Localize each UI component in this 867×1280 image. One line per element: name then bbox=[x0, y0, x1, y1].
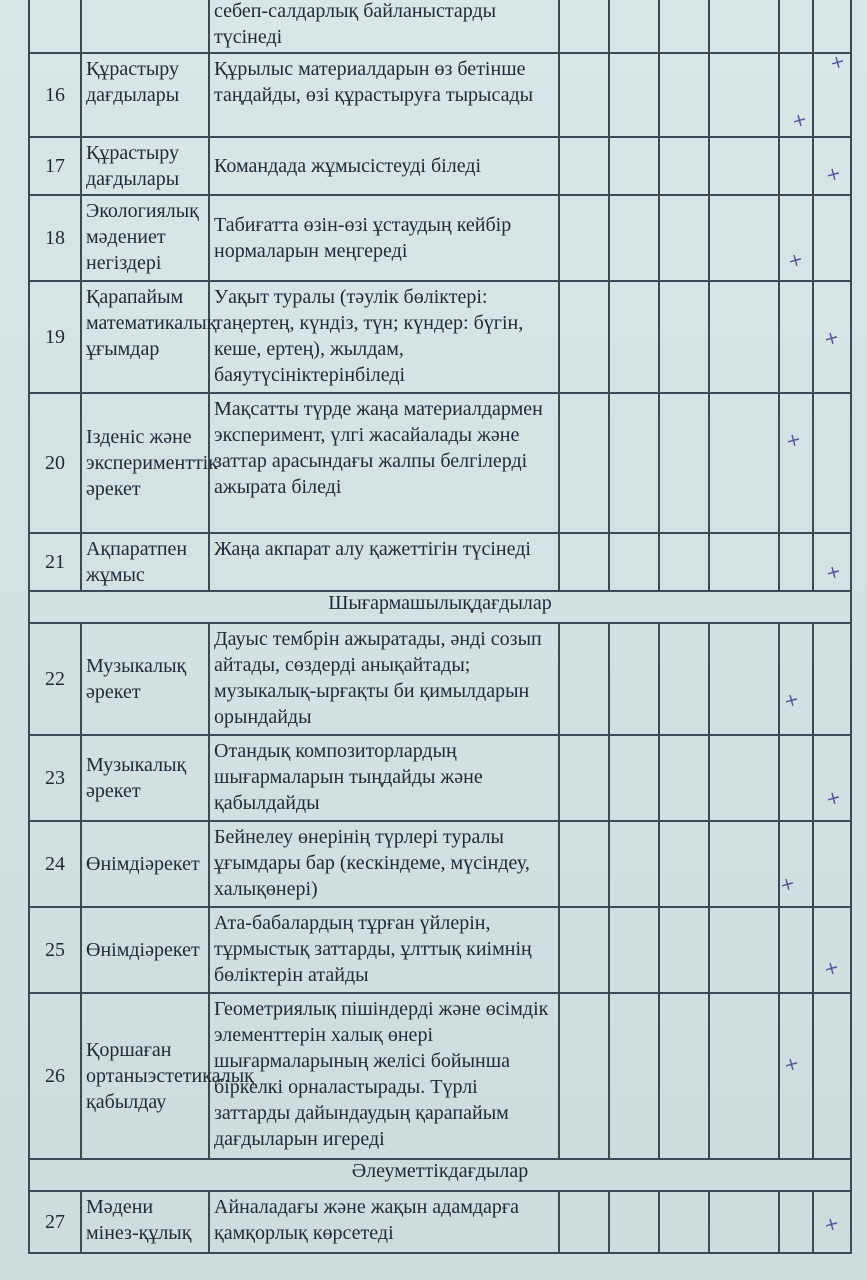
description-cell: Уақыт туралы (тәулік бөліктері: таңертең, күндіз, түн; күндер: бүгін, кеше, ертең), жылдам, баяутүсініктерінбіледі bbox=[209, 281, 559, 393]
description-cell: Мақсатты түрде жаңа материалдармен эксперимент, үлгі жасайалады және заттар арасындағы жалпы белгілерді ажырата біледі bbox=[209, 393, 559, 533]
section-header-row bbox=[29, 591, 851, 623]
mark-cell bbox=[659, 0, 709, 53]
row-number: 18 bbox=[29, 195, 81, 281]
row-number: 26 bbox=[29, 993, 81, 1159]
plus-mark: + bbox=[821, 1212, 842, 1237]
row-number: 22 bbox=[29, 623, 81, 735]
table-row bbox=[29, 195, 851, 281]
plus-mark: + bbox=[827, 50, 848, 75]
mark-cell bbox=[609, 0, 659, 53]
table-row bbox=[29, 53, 851, 137]
row-number: 17 bbox=[29, 137, 81, 195]
table-row bbox=[29, 735, 851, 821]
area-cell: Құрастыру дағдылары bbox=[81, 53, 209, 137]
area-cell: Өнімдіәрекет bbox=[81, 821, 209, 907]
row-number: 23 bbox=[29, 735, 81, 821]
mark-cell bbox=[779, 0, 813, 53]
description-cell: Жаңа акпарат алу қажеттігін түсінеді bbox=[209, 533, 559, 591]
table-row bbox=[29, 993, 851, 1159]
assessment-table bbox=[28, 0, 852, 1254]
table-row bbox=[29, 821, 851, 907]
plus-mark: + bbox=[783, 428, 804, 453]
description-cell: себеп-салдарлық байланыстарды түсінеді bbox=[209, 0, 559, 53]
description-cell: Табиғатта өзін-өзі ұстаудың кейбір нормаларын меңгереді bbox=[209, 195, 559, 281]
plus-mark: + bbox=[823, 560, 844, 585]
plus-mark: + bbox=[785, 248, 806, 273]
mark-cell bbox=[813, 0, 851, 53]
row-number: 24 bbox=[29, 821, 81, 907]
area-cell: Қарапайым математикалық ұғымдар bbox=[81, 281, 209, 393]
row-number: 27 bbox=[29, 1191, 81, 1253]
description-cell: Құрылыс материалдарын өз бетінше таңдайды, өзі құрастыруға тырысады bbox=[209, 53, 559, 137]
table-row bbox=[29, 533, 851, 591]
section-title: Шығармашылықдағдылар bbox=[29, 591, 851, 623]
description-cell: Айналадағы және жақын адамдарға қамқорлық көрсетеді bbox=[209, 1191, 559, 1253]
description-cell: Бейнелеу өнерінің түрлері туралы ұғымдары бар (кескіндеме, мүсіндеу, халықөнері) bbox=[209, 821, 559, 907]
plus-mark: + bbox=[781, 1052, 802, 1077]
area-cell: Мәдени мінез-құлық bbox=[81, 1191, 209, 1253]
area-cell: Ақпаратпен жұмыс bbox=[81, 533, 209, 591]
row-number: 16 bbox=[29, 53, 81, 137]
table-row bbox=[29, 1191, 851, 1253]
area-cell: Қоршаған ортаныэстетикалық қабылдау bbox=[81, 993, 209, 1159]
description-cell: Ата-бабалардың тұрған үйлерін, тұрмыстық заттарды, ұлттық киімнің бөліктерін атайды bbox=[209, 907, 559, 993]
description-cell: Отандық композиторлардың шығармаларын тыңдайды және қабылдайды bbox=[209, 735, 559, 821]
section-title: Әлеуметтікдағдылар bbox=[29, 1159, 851, 1191]
row-number: 25 bbox=[29, 907, 81, 993]
description-cell: Дауыс тембрін ажыратады, әнді созып айтады, сөздерді анықайтады; музыкалық-ырғақты би қимылдарын орындайды bbox=[209, 623, 559, 735]
area-cell: Музыкалық әрекет bbox=[81, 735, 209, 821]
plus-mark: + bbox=[821, 956, 842, 981]
area-cell: Құрастыру дағдылары bbox=[81, 137, 209, 195]
row-number: 19 bbox=[29, 281, 81, 393]
table-row bbox=[29, 907, 851, 993]
table-row bbox=[29, 137, 851, 195]
plus-mark: + bbox=[789, 108, 810, 133]
section-header-row bbox=[29, 1159, 851, 1191]
plus-mark: + bbox=[781, 688, 802, 713]
row-number bbox=[29, 0, 81, 53]
plus-mark: + bbox=[823, 162, 844, 187]
row-number: 21 bbox=[29, 533, 81, 591]
row-number: 20 bbox=[29, 393, 81, 533]
description-cell: Геометриялық пішіндерді және өсімдік элементтерін халық өнері шығармаларының желісі бойынша біркелкі орналастырады. Түрлі заттарды дайындаудың қарапайым дағдыларын игереді bbox=[209, 993, 559, 1159]
mark-cell bbox=[709, 0, 779, 53]
area-cell bbox=[81, 0, 209, 53]
plus-mark: + bbox=[821, 326, 842, 351]
area-cell: Өнімдіәрекет bbox=[81, 907, 209, 993]
area-cell: Музыкалық әрекет bbox=[81, 623, 209, 735]
table-row bbox=[29, 623, 851, 735]
area-cell: Экологиялық мәдениет негіздері bbox=[81, 195, 209, 281]
table-row bbox=[29, 393, 851, 533]
description-cell: Командада жұмысістеуді біледі bbox=[209, 137, 559, 195]
area-cell: Ізденіс және эксперименттік әрекет bbox=[81, 393, 209, 533]
mark-cell bbox=[559, 0, 609, 53]
table-row bbox=[29, 0, 851, 53]
plus-mark: + bbox=[777, 872, 798, 897]
plus-mark: + bbox=[823, 786, 844, 811]
table-row bbox=[29, 281, 851, 393]
